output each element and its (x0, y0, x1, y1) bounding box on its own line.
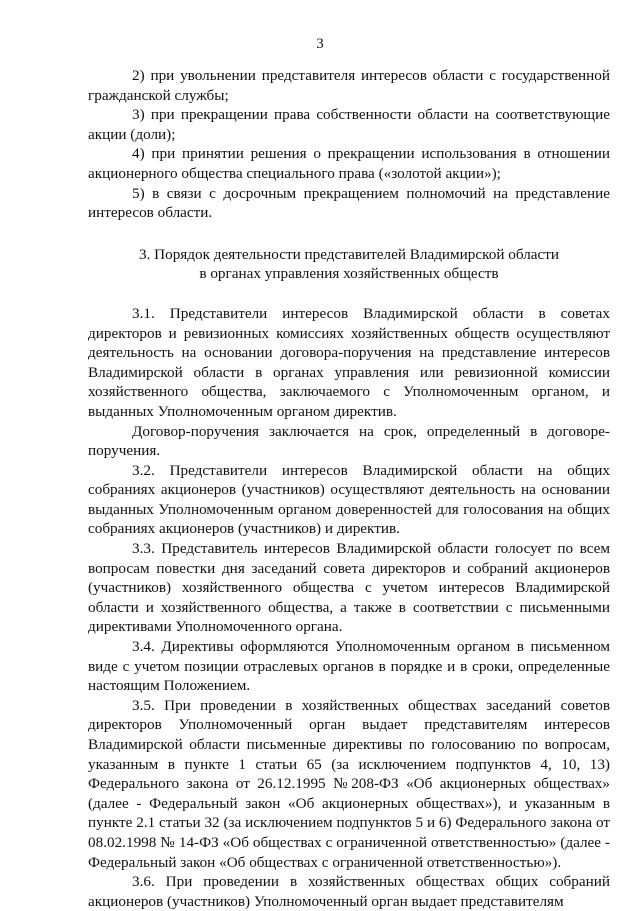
document-body (88, 66, 610, 911)
page-number: 3 (316, 36, 324, 52)
paragraph: 3.5. При проведении в хозяйственных обществах заседаний советов директоров Уполномоченный орган выдает представителям интересов Владимирской области письменные директивы по голосованию по вопросам, указанным в пункте 1 статьи 65 (за исключением подпунктов 4, 10, 13) Федерального закона от 26.12.1995 №208-ФЗ «Об акционерных обществах» (далее - Федеральный закон «Об акционерных обществах»), и указанным в пункте 2.1 статьи 32 (за исключением подпунктов 5 и 6) Федерального закона от 08.02.1998 № 14-ФЗ «Об обществах с ограниченной ответственностью» (далее - Федеральный закон «Об обществах с ограниченной ответственностью»). (88, 696, 610, 871)
paragraph: Договор-поручения заключается на срок, определенный в договоре-поручения. (88, 422, 610, 460)
list-item: 2) при увольнении представителя интересов области с государственной гражданской службы; (88, 67, 610, 104)
paragraph: 3.4. Директивы оформляются Уполномоченным органом в письменном виде с учетом позиции отраслевых органов в порядке и в сроки, определенные настоящим Положением. (88, 638, 610, 695)
paragraph: 3.3. Представитель интересов Владимирской области голосует по всем вопросам повестки дня заседаний совета директоров и собраний акционеров (участников) хозяйственного общества с учетом интересов Владимирской области и хозяйственного общества, а также в соответствии с письменными директивами Уполномоченного органа. (88, 540, 610, 636)
list-item: 5) в связи с досрочным прекращением полномочий на представление интересов области. (88, 184, 610, 222)
list-item: 3) при прекращении права собственности области на соответствующие акции (доли); (88, 106, 610, 143)
section-title-line: 3. Порядок деятельности представителей Владимирской области (138, 245, 560, 263)
paragraph: 3.2. Представители интересов Владимирской области на общих собраниях акционеров (участников) осуществляют деятельность на основании выданных Уполномоченным органом доверенностей для голосования на общих собраниях акционеров (участников) и директив. (88, 461, 610, 538)
section-title (88, 245, 610, 284)
list-item: 4) при принятии решения о прекращении использования в отношении акционерного общества специального права («золотой акции»); (88, 145, 610, 182)
section-title-line: в органах управления хозяйственных обществ (199, 265, 499, 283)
paragraph: 3.1. Представители интересов Владимирской области в советах директоров и ревизионных комиссиях хозяйственных обществ осуществляют деятельность на основании договора-поручения на представление интересов Владимирской области в органах управления или ревизионной комиссии хозяйственного общества, заключаемого с Уполномоченным органом, и выданных Уполномоченным органом директив. (88, 304, 610, 420)
paragraph: 3.6. При проведении в хозяйственных обществах общих собраний акционеров (участников) Уполномоченный орган выдает представителям (88, 873, 610, 910)
